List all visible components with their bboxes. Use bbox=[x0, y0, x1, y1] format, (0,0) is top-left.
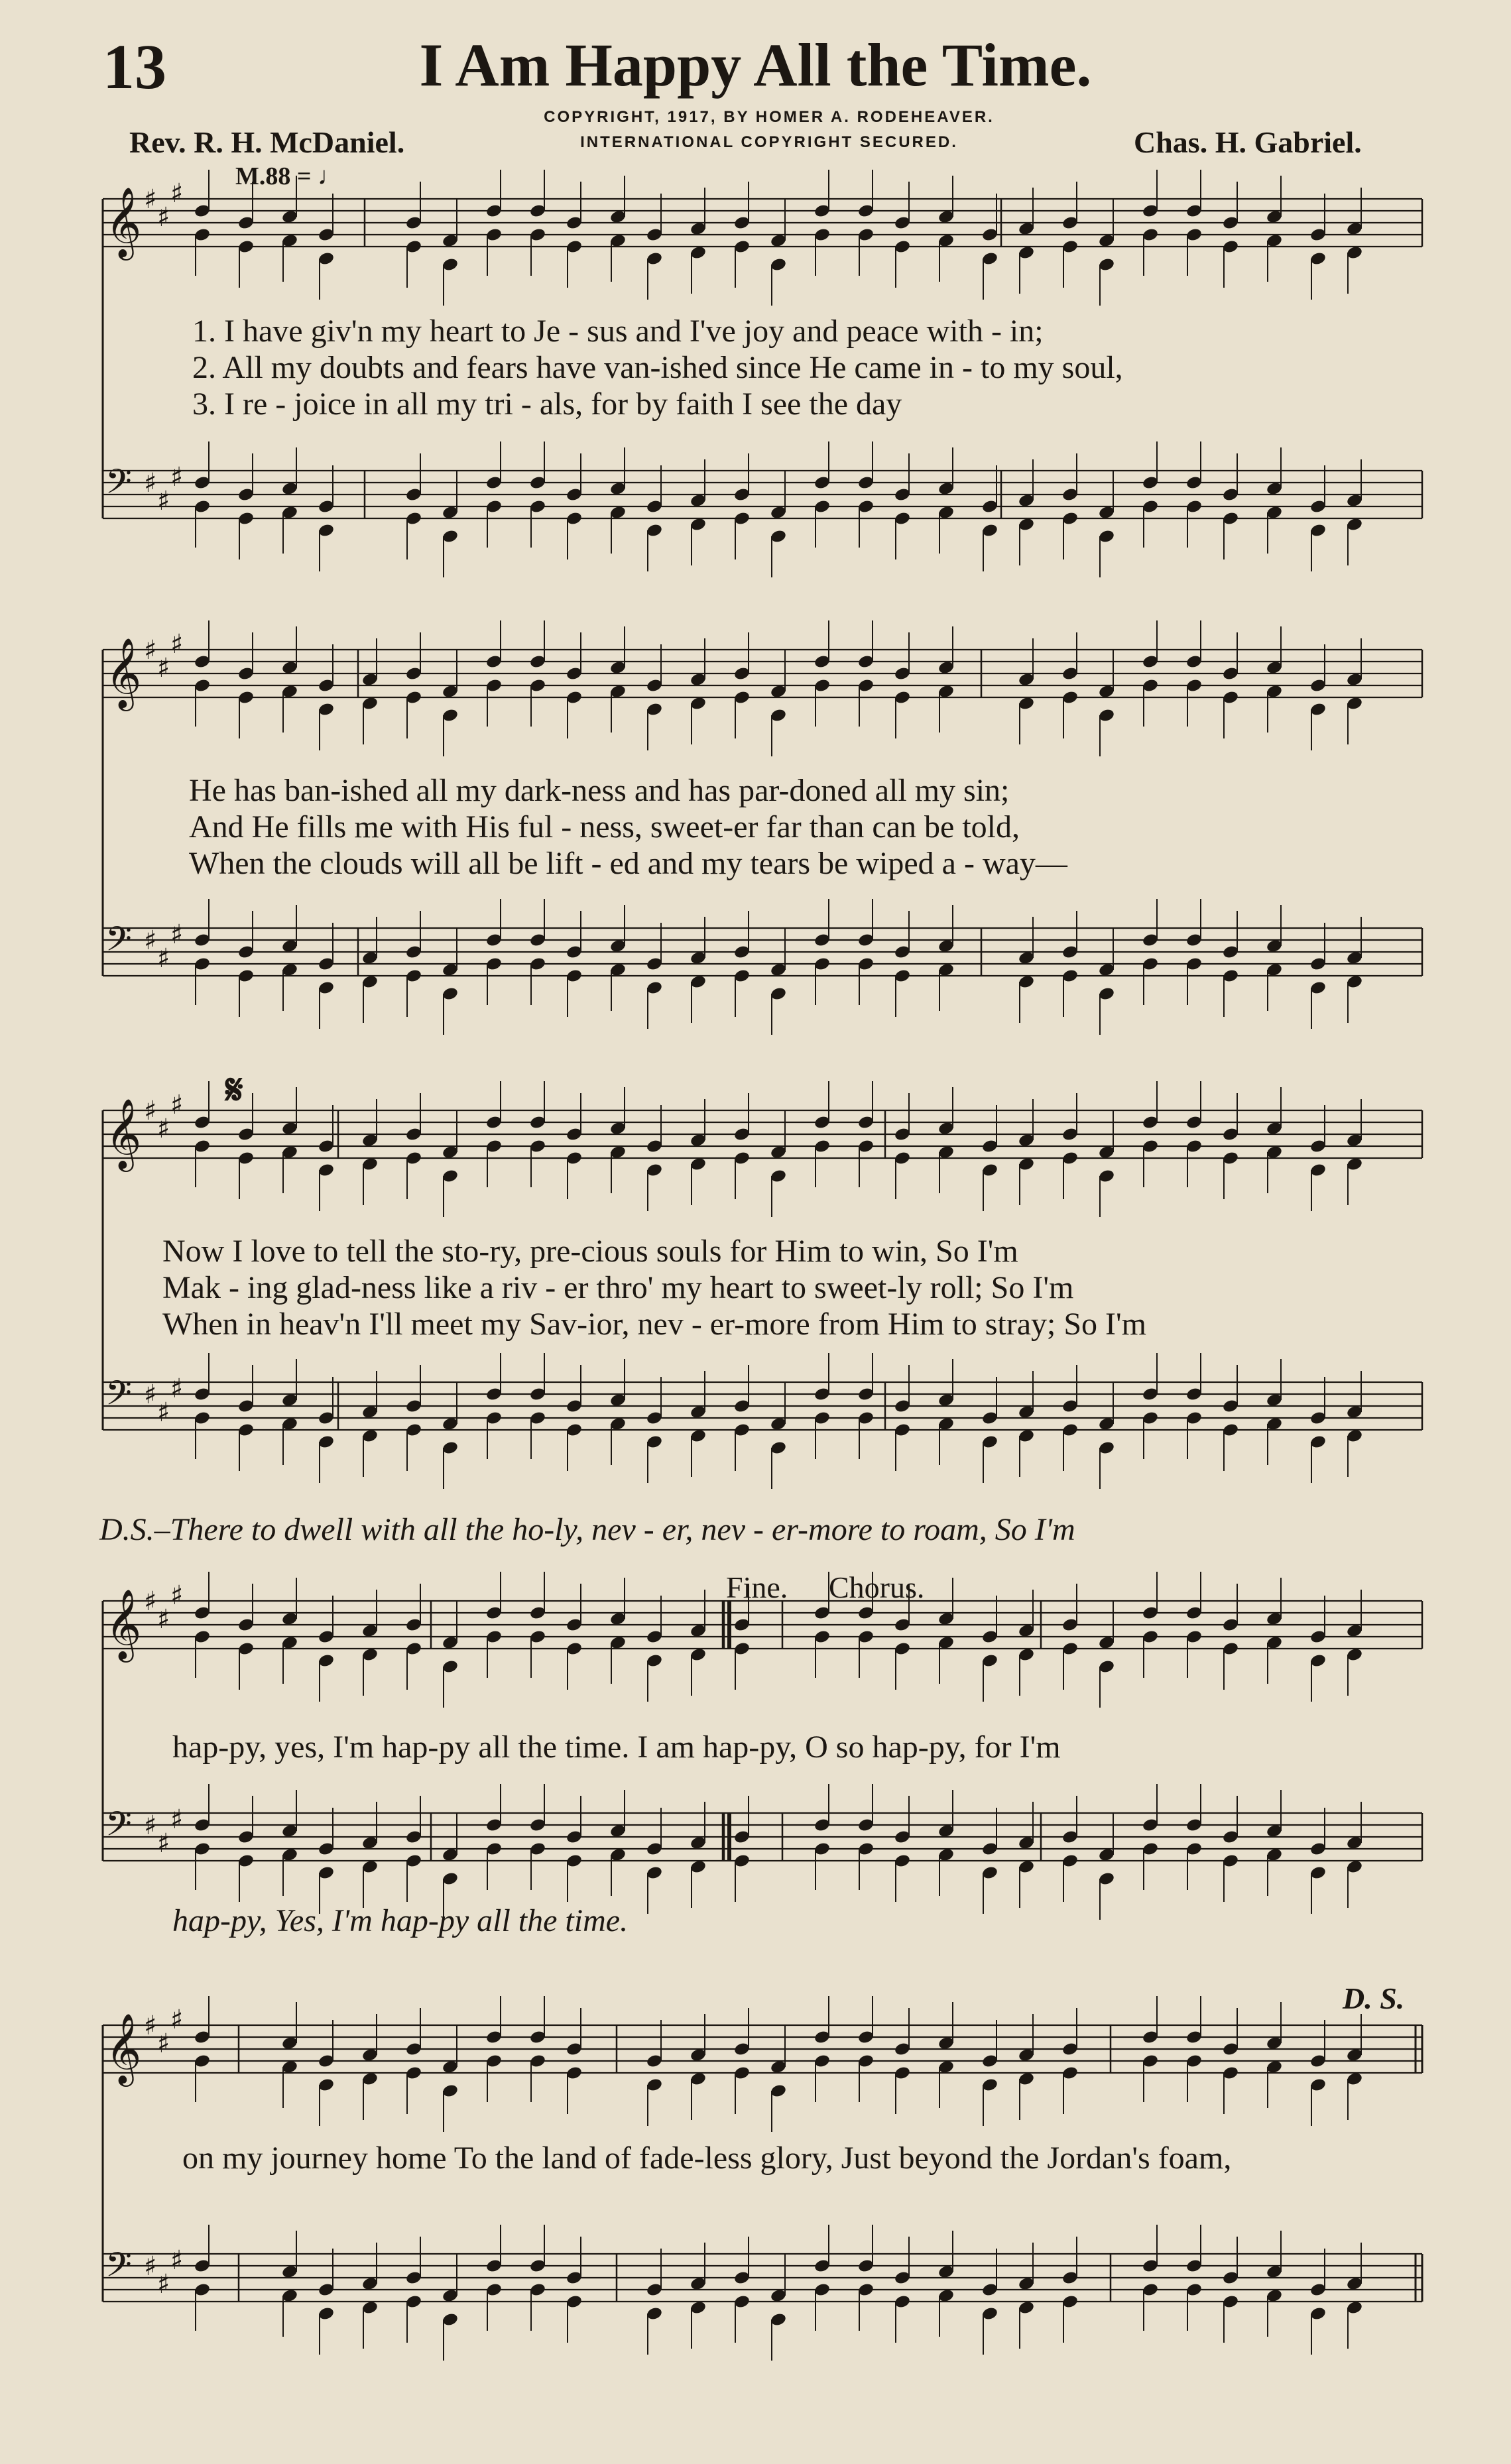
segno-sign: 𝄋 bbox=[225, 1068, 243, 1113]
sharp-icon: ♯ bbox=[144, 1586, 157, 1617]
chorus-marking: Chorus. bbox=[829, 1570, 925, 1604]
sharp-icon: ♯ bbox=[144, 925, 157, 956]
bass-clef-icon: 𝄢 bbox=[105, 1373, 132, 1421]
verse-1-lyric: He has ban-ished all my dark-ness and has par-doned all my sin; bbox=[189, 773, 1010, 808]
verse-2-lyric: And He fills me with His ful - ness, sweet-er far than can be told, bbox=[189, 809, 1020, 845]
sharp-icon: ♯ bbox=[170, 1804, 184, 1835]
sharp-icon: ♯ bbox=[170, 2005, 184, 2035]
bass-clef-icon: 𝄢 bbox=[105, 2245, 132, 2293]
bass-clef-icon: 𝄢 bbox=[105, 461, 132, 510]
sharp-icon: ♯ bbox=[157, 1828, 170, 1859]
sharp-icon: ♯ bbox=[170, 629, 184, 660]
sharp-icon: ♯ bbox=[144, 1379, 157, 1410]
sharp-icon: ♯ bbox=[144, 635, 157, 666]
sharp-icon: ♯ bbox=[157, 653, 170, 683]
sharp-icon: ♯ bbox=[157, 1397, 170, 1428]
sharp-icon: ♯ bbox=[144, 1810, 157, 1841]
treble-clef-icon: 𝄞 bbox=[105, 1588, 142, 1659]
sharp-icon: ♯ bbox=[170, 462, 184, 493]
sharp-icon: ♯ bbox=[170, 919, 184, 950]
copyright-line: COPYRIGHT, 1917, BY HOMER A. RODEHEAVER. bbox=[544, 108, 995, 126]
metronome-marking: M.88 = ♩ bbox=[235, 162, 343, 190]
chorus-lyric: on my journey home To the land of fade-less glory, Just beyond the Jordan's foam, bbox=[182, 2141, 1232, 2176]
sharp-icon: ♯ bbox=[170, 1374, 184, 1404]
verse-3-lyric: When in heav'n I'll meet my Sav-ior, nev - er-more from Him to stray; So I'm bbox=[162, 1307, 1147, 1342]
sharp-icon: ♯ bbox=[170, 178, 184, 209]
verse-3-lyric: 3. I re - joice in all my tri - als, for by faith I see the day bbox=[192, 386, 902, 422]
da-segno-marking: D. S. bbox=[1343, 1981, 1405, 2015]
sharp-icon: ♯ bbox=[170, 2245, 184, 2276]
treble-clef-icon: 𝄞 bbox=[105, 1098, 142, 1169]
sharp-icon: ♯ bbox=[157, 943, 170, 974]
sharp-icon: ♯ bbox=[157, 2269, 170, 2300]
sharp-icon: ♯ bbox=[170, 1090, 184, 1120]
bass-clef-icon: 𝄢 bbox=[105, 919, 132, 967]
chorus-lyric: hap-py, yes, I'm hap-py all the time. I am hap-py, O so hap-py, for I'm bbox=[172, 1730, 1061, 1765]
sharp-icon: ♯ bbox=[157, 1114, 170, 1144]
verse-1-lyric: Now I love to tell the sto-ry, pre-cious souls for Him to win, So I'm bbox=[162, 1234, 1018, 1269]
sharp-icon: ♯ bbox=[157, 1604, 170, 1635]
da-segno-ending-lyric: hap-py, Yes, I'm hap-py all the time. bbox=[172, 1903, 629, 1938]
verse-2-lyric: 2. All my doubts and fears have van-ished since He came in - to my soul, bbox=[192, 350, 1123, 385]
music-system-5 bbox=[93, 1981, 1429, 2320]
music-system-1 bbox=[93, 178, 1429, 563]
treble-clef-icon: 𝄞 bbox=[105, 637, 142, 708]
sharp-icon: ♯ bbox=[144, 468, 157, 499]
verse-3-lyric: When the clouds will all be lift - ed and my tears be wiped a - way— bbox=[189, 846, 1067, 881]
verse-2-lyric: Mak - ing glad-ness like a riv - er thro' my heart to sweet-ly roll; So I'm bbox=[162, 1270, 1074, 1305]
sharp-icon: ♯ bbox=[157, 202, 170, 233]
music-system-4 bbox=[93, 1558, 1429, 1956]
hymn-title: I Am Happy All the Time. bbox=[419, 31, 1092, 99]
composer-credit: Chas. H. Gabriel. bbox=[1134, 125, 1362, 159]
music-system-3 bbox=[93, 1068, 1429, 1564]
verse-1-lyric: 1. I have giv'n my heart to Je - sus and I've joy and peace with - in; bbox=[192, 314, 1044, 349]
fine-marking: Fine. bbox=[726, 1570, 788, 1604]
copyright-notice bbox=[511, 105, 1028, 155]
treble-clef-icon: 𝄞 bbox=[105, 186, 142, 257]
author-credit: Rev. R. H. McDaniel. bbox=[129, 125, 405, 159]
sharp-icon: ♯ bbox=[157, 486, 170, 516]
music-system-2 bbox=[93, 629, 1429, 1034]
da-segno-lyric: D.S.–There to dwell with all the ho-ly, nev - er, nev - er-more to roam, So I'm bbox=[99, 1512, 1075, 1547]
treble-clef-icon: 𝄞 bbox=[105, 2013, 142, 2083]
sharp-icon: ♯ bbox=[144, 1096, 157, 1126]
sharp-icon: ♯ bbox=[170, 1580, 184, 1611]
bass-clef-icon: 𝄢 bbox=[105, 1804, 132, 1852]
sharp-icon: ♯ bbox=[144, 184, 157, 215]
sharp-icon: ♯ bbox=[157, 2028, 170, 2059]
hymn-number: 13 bbox=[103, 31, 166, 102]
sharp-icon: ♯ bbox=[144, 2011, 157, 2041]
sharp-icon: ♯ bbox=[144, 2251, 157, 2282]
copyright-line: INTERNATIONAL COPYRIGHT SECURED. bbox=[580, 133, 958, 151]
